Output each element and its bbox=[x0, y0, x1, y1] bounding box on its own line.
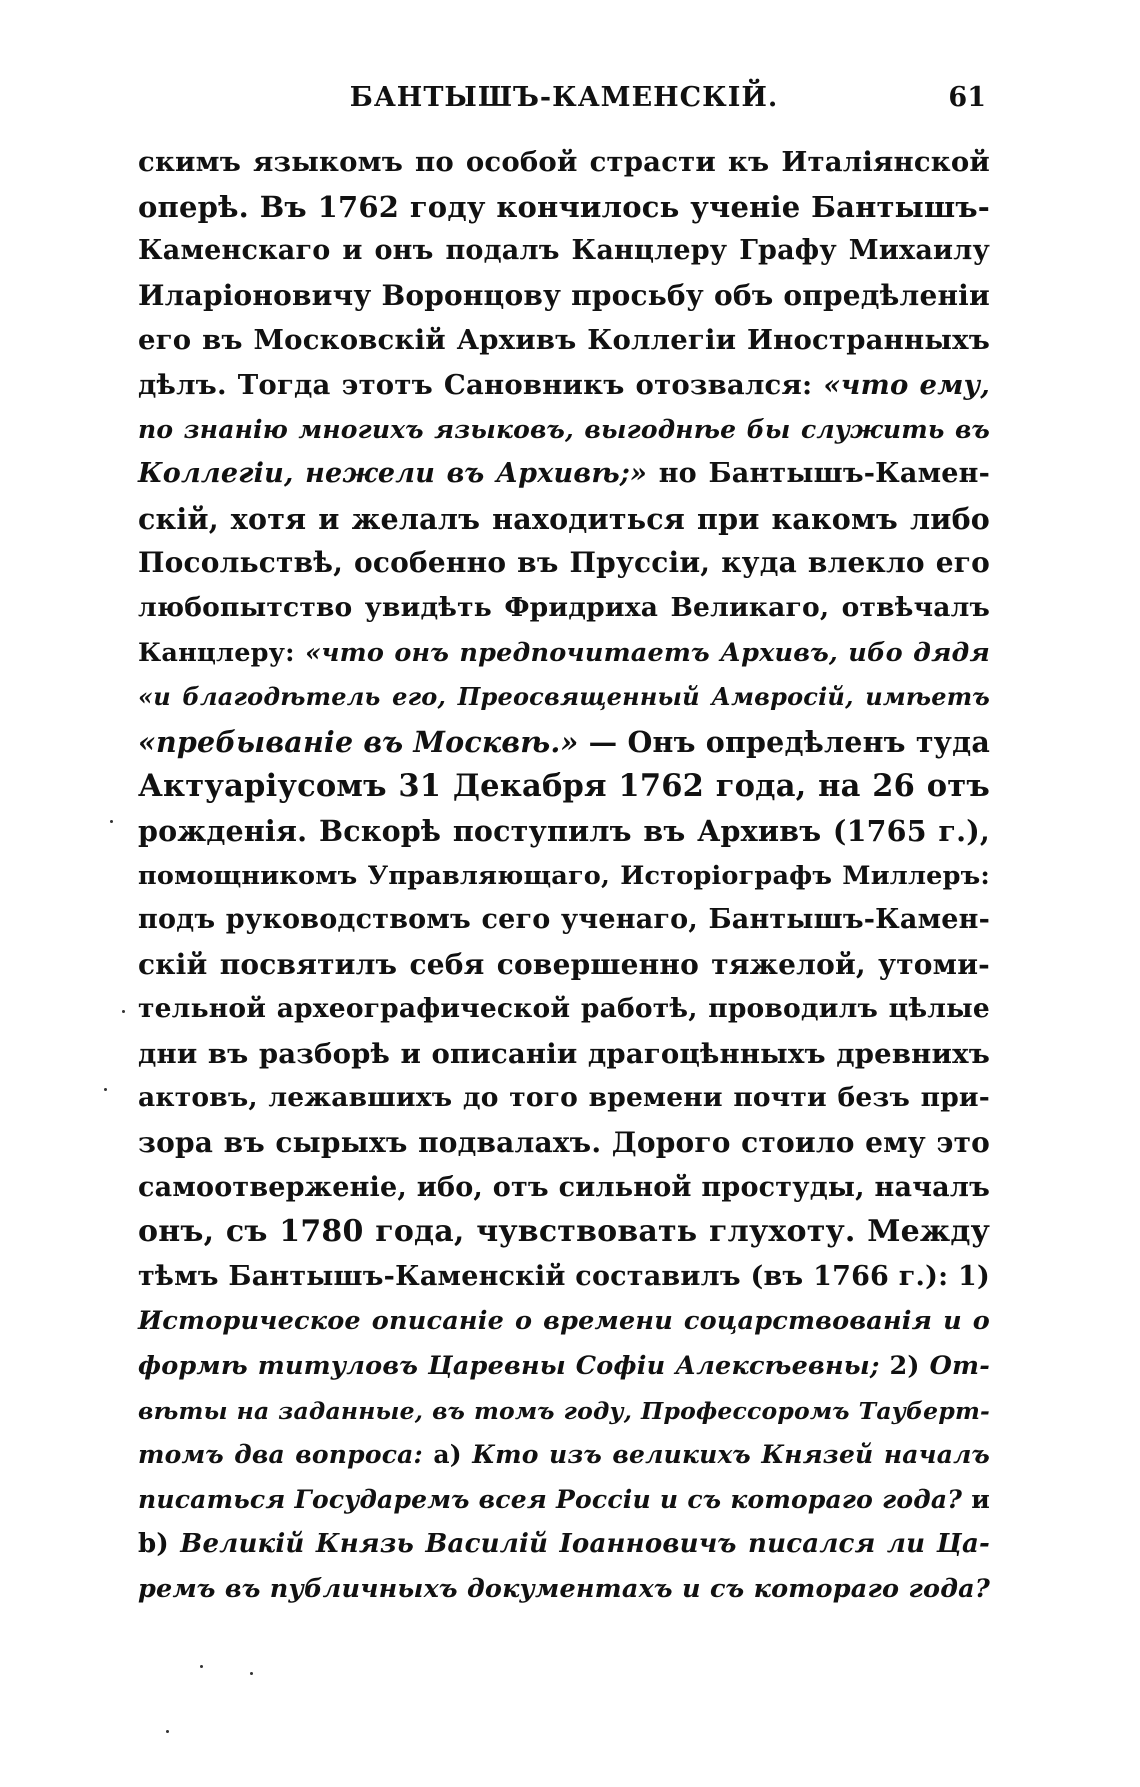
text-line bbox=[138, 363, 990, 408]
text-line bbox=[138, 987, 990, 1032]
text-segment: тельной археографической работѣ, проводилъ цѣлые bbox=[138, 993, 990, 1025]
text-line bbox=[138, 497, 990, 542]
text-segment: его въ Московскій Архивъ Коллегіи Иностранныхъ bbox=[138, 324, 990, 357]
text-line bbox=[138, 140, 990, 185]
print-speck bbox=[250, 1672, 253, 1675]
text-segment: любопытство увидѣть Фридриха Великаго, отвѣчалъ bbox=[138, 591, 990, 623]
text-segment: — Онъ опредѣленъ туда bbox=[578, 724, 990, 759]
text-segment: скій, хотя и желалъ находиться при какомъ либо bbox=[138, 501, 990, 536]
italic-text-segment: «и благодѣтель его, Преосвященный Амвросій, имѣетъ bbox=[138, 682, 990, 712]
text-segment: рожденія. Вскорѣ поступилъ въ Архивъ (1765 г.), bbox=[138, 813, 990, 848]
text-line bbox=[138, 764, 990, 809]
text-line bbox=[138, 854, 990, 899]
text-line bbox=[138, 541, 990, 586]
italic-text-segment: Великій Князь Василій Іоанновичъ писался ли Ца- bbox=[180, 1529, 990, 1560]
italic-text-segment: вѣты на заданные, въ томъ году, Профессоромъ Тауберт- bbox=[138, 1396, 990, 1425]
text-line bbox=[138, 720, 990, 765]
print-speck bbox=[122, 1010, 125, 1013]
italic-text-segment: От- bbox=[929, 1351, 990, 1382]
text-segment: тѣмъ Бантышъ-Каменскій составилъ (въ 1766 г.): 1) bbox=[138, 1260, 990, 1292]
text-segment: Канцлеру: bbox=[138, 637, 306, 668]
text-line bbox=[138, 809, 990, 854]
text-line bbox=[138, 631, 990, 676]
print-speck bbox=[166, 1730, 169, 1733]
text-segment: дѣлъ. Тогда этотъ Сановникъ отозвался: bbox=[138, 368, 824, 401]
text-line bbox=[138, 1344, 990, 1389]
print-speck bbox=[110, 820, 113, 823]
text-line bbox=[138, 1210, 990, 1255]
italic-text-segment: «что ему, bbox=[823, 368, 991, 401]
text-line bbox=[138, 452, 990, 497]
text-segment: зора въ сырыхъ подвалахъ. Дорого стоило ему это bbox=[138, 1126, 990, 1160]
text-segment: a) bbox=[422, 1440, 473, 1470]
italic-text-segment: Историческое описаніе о времени соцарствованія и о bbox=[138, 1306, 990, 1337]
page-header bbox=[138, 82, 990, 122]
text-segment: и bbox=[962, 1484, 990, 1514]
text-line bbox=[138, 1166, 990, 1211]
text-segment: Иларіоновичу Воронцову просьбу объ опредѣленіи bbox=[138, 278, 990, 312]
text-line bbox=[138, 1389, 990, 1434]
italic-text-segment: Коллегіи, нежели въ Архивѣ;» bbox=[138, 458, 648, 490]
italic-text-segment: ремъ въ публичныхъ документахъ и съ котораго года? bbox=[138, 1574, 990, 1604]
text-line bbox=[138, 1433, 990, 1478]
text-line bbox=[138, 943, 990, 988]
text-line bbox=[138, 1032, 990, 1077]
text-line bbox=[138, 1076, 990, 1121]
italic-text-segment: писаться Государемъ всея Россіи и съ котораго года? bbox=[138, 1484, 963, 1514]
text-line bbox=[138, 898, 990, 943]
text-line bbox=[138, 229, 990, 274]
text-line bbox=[138, 586, 990, 631]
text-segment: скимъ языкомъ по особой страсти къ Италіянской bbox=[138, 146, 990, 178]
text-segment: онъ, съ 1780 года, чувствовать глухоту. Между bbox=[138, 1214, 990, 1250]
text-line bbox=[138, 1522, 990, 1567]
text-line bbox=[138, 1478, 990, 1523]
text-line bbox=[138, 1299, 990, 1344]
text-line bbox=[138, 1121, 990, 1166]
italic-text-segment: «пребываніе въ Москвѣ.» bbox=[138, 724, 579, 759]
italic-text-segment: формѣ титуловъ Царевны Софіи Алексѣевны; bbox=[138, 1351, 880, 1382]
text-line bbox=[138, 318, 990, 363]
text-segment: Каменскаго и онъ подалъ Канцлеру Графу Михаилу bbox=[138, 235, 990, 267]
text-line bbox=[138, 675, 990, 720]
text-segment: скій посвятилъ себя совершенно тяжелой, утоми- bbox=[138, 947, 990, 981]
text-segment: но Бантышъ-Камен- bbox=[647, 458, 990, 490]
text-line bbox=[138, 408, 990, 453]
running-title: БАНТЫШЪ-КАМЕНСКІЙ. bbox=[349, 82, 779, 113]
text-segment: дни въ разборѣ и описаніи драгоцѣнныхъ древнихъ bbox=[138, 1037, 990, 1070]
text-line bbox=[138, 1567, 990, 1612]
italic-text-segment: Кто изъ великихъ Князей началъ bbox=[472, 1440, 990, 1470]
print-speck bbox=[104, 1088, 107, 1091]
italic-text-segment: томъ два вопроса: bbox=[138, 1440, 423, 1470]
text-line bbox=[138, 1255, 990, 1300]
text-segment: помощникомъ Управляющаго, Исторіографъ Миллеръ: bbox=[138, 860, 990, 891]
text-segment: Посольствѣ, особенно въ Пруссіи, куда влекло его bbox=[138, 546, 990, 580]
text-line bbox=[138, 185, 990, 230]
text-segment: самоотверженіе, ибо, отъ сильной простуды, началъ bbox=[138, 1171, 990, 1203]
italic-text-segment: по знанію многихъ языковъ, выгоднѣе бы служить въ bbox=[138, 414, 990, 444]
text-segment: 2) bbox=[879, 1351, 930, 1382]
text-segment: оперѣ. Въ 1762 году кончилось ученіе Бантышъ- bbox=[138, 189, 990, 224]
page-number: 61 bbox=[948, 82, 986, 113]
text-segment: Актуаріусомъ 31 Декабря 1762 года, на 26 отъ bbox=[138, 768, 990, 805]
text-line bbox=[138, 274, 990, 319]
body-text bbox=[138, 140, 990, 1612]
text-segment: b) bbox=[138, 1529, 181, 1560]
text-segment: подъ руководствомъ сего ученаго, Бантышъ-Камен- bbox=[138, 904, 990, 936]
italic-text-segment: «что онъ предпочитаетъ Архивъ, ибо дядя bbox=[305, 637, 990, 668]
text-segment: актовъ, лежавшихъ до того времени почти безъ при- bbox=[138, 1082, 990, 1114]
print-speck bbox=[200, 1665, 203, 1668]
